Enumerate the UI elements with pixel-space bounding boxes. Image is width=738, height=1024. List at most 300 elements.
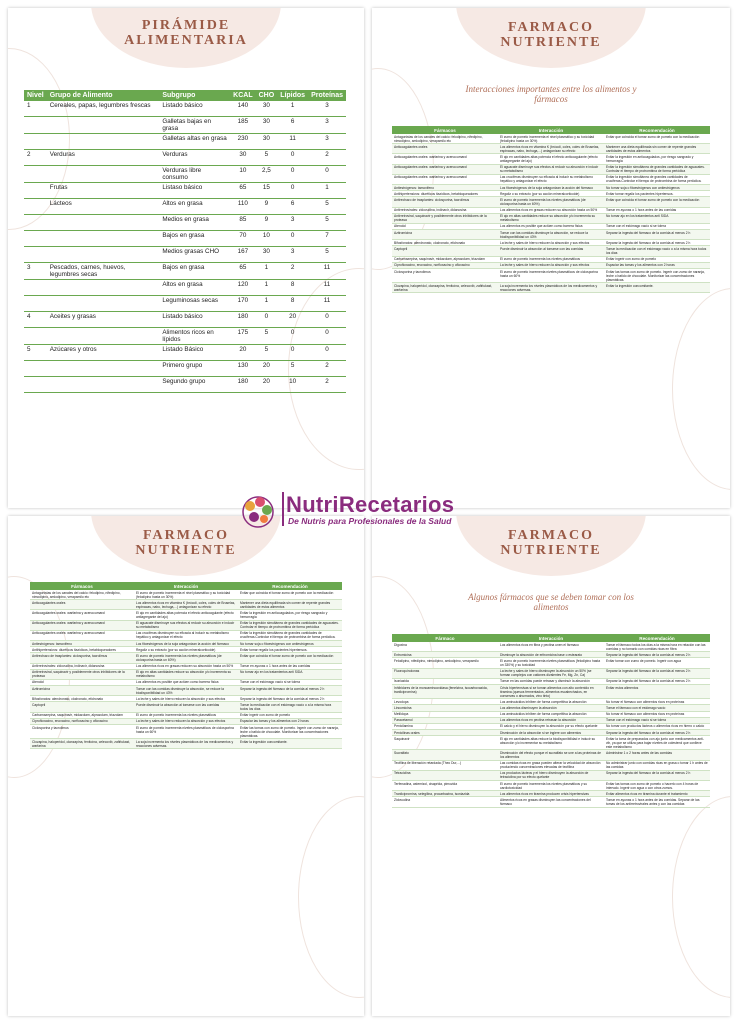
table-cell [24,280,47,296]
table-cell: Las crucíferas disminuyen su eficacia al inducir su metabolismo hepático y antagonizar el efecto [134,630,238,640]
table-cell: Antirretroviral, saquinavir y posiblemente otros inhibidores de la proteasa [30,669,134,679]
table-cell: 0 [277,231,308,247]
table-cell: Medios grasas CHO [159,247,230,263]
table-cell: Los fitoestrógenos de la soja antagonizan la acción del fármaco [498,184,604,190]
table-cell: Los alimentos ricos en tiramina producen crisis hipertensivas [498,791,604,797]
table-cell: Alimentos ricos en grasas disminuyen las concentraciones del fármaco [498,797,604,807]
table-cell: 30 [230,150,255,166]
column-header: Nivel [24,90,47,101]
table-cell: Atenolol [30,679,134,685]
table-row [392,230,710,240]
table-cell: Los alimentos ricos en fibra y pectina unen el fármaco [498,642,604,652]
table-cell: Separar la ingesta del fármaco de la comida al menos 2 h [604,240,710,246]
table-cell: Listaso básico [159,183,230,199]
table-cell: Evitar que coincida el tomar zumo de pomelo con la medicación [238,653,342,663]
table-cell: 30 [256,117,278,134]
table-cell: 185 [230,117,255,134]
table-cell: El zumo de pomelo incrementa el nivel plasmático y su toxicidad (felodipino hasta un 30%) [134,590,238,600]
table-cell [24,183,47,199]
table-row [30,702,342,712]
table-cell: 0 [308,345,346,361]
table-cell: 167 [230,247,255,263]
table-cell [47,247,160,263]
table-cell: 180 [230,377,255,393]
table-cell: Evitar tomar con zumo de pomelo. Ingerir con agua [604,658,710,668]
table-row [30,686,342,696]
table-row [30,669,342,679]
table-cell: Espaciar las tomas y los alimentos con 2 horas [238,718,342,724]
table-cell: Tomar en ayunas o 1 hora antes de las comidas [238,663,342,669]
table-cell: El calcio y el hierro disminuyen la absorción por su efecto quelante [498,723,604,729]
table-row [392,283,710,293]
table-cell: Tomar en ayunas o 1 hora antes de las comidas [604,207,710,213]
table-cell: Antagonistas de los canales del calcio: felodipino, nifedipino, nimodipino, amlodipino, verapamilo etc [30,590,134,600]
table-cell: 1 [256,296,278,312]
table-cell: 2,5 [256,166,278,183]
table-cell: Los alimentos disminuyen la absorción [498,705,604,711]
table-cell: Evitar que coincida el tomar zumo de pomelo con la medicación [238,590,342,600]
table-row [30,739,342,749]
table-cell: El zumo de pomelo incrementa niveles plasmáticos de ciclosporina hasta un 60% [134,725,238,739]
table-cell: No tomar el fármaco con alimentos ricos en proteínas [604,699,710,705]
table-cell: 170 [230,296,255,312]
table-cell: 9 [256,215,278,231]
page-subtitle: Interacciones importantes entre los alimentos y fármacos [465,84,637,104]
table-row [24,328,346,345]
table-row [24,183,346,199]
table-cell [47,166,160,183]
table-cell: Las comidas ricas en grasa pueden alterar la velocidad de absorción produciendo concentraciones elevadas de teofilina [498,760,604,770]
table-cell: 11 [277,134,308,150]
table-row [30,590,342,600]
column-header: KCAL [230,90,255,101]
table-cell: 10 [256,231,278,247]
table-cell: 5 [277,361,308,377]
table-row [392,213,710,223]
table-cell [47,231,160,247]
table-cell: Los alimentos ricos en grasas reducen su absorción hasta un 50% [498,207,604,213]
table-cell: 9 [256,199,278,215]
table-cell: Anticoagulantes orales [392,144,498,154]
table-cell: Lácteos [47,199,160,215]
table-cell [24,134,47,150]
page-title: FARMACO NUTRIENTE [500,528,602,558]
table-cell: Evitar las tomas con zumo de pomelo. Ingerir con zumo de naranja, leche o batido de chocolate. Monitorizar las concentraciones plasmáticas. [238,725,342,739]
table-cell: Listado básico [159,312,230,328]
table-cell: Azitromicina [30,686,134,696]
table-cell: 110 [230,199,255,215]
table-cell: Verduras [47,150,160,166]
table-cell: Los productos lácteos y el hierro disminuyen la absorción de tetraciclina por su efecto quelante [498,770,604,780]
table-row [24,215,346,231]
decor-line [672,796,730,998]
table-cell: Los alimentos es posible que actúen como barrera física [134,679,238,685]
table-cell: Las crucíferas disminuyen su eficacia al inducir su metabolismo hepático y antagonizar el efecto [498,174,604,184]
table-cell: Tomar con el estómago vacío si se tolera [238,679,342,685]
table-cell: 11 [308,263,346,280]
table-cell: 7 [308,231,346,247]
table-cell: El zumo de pomelo incrementa el nivel plasmático y su toxicidad (felodipino hasta un 30%) [498,134,604,144]
table-cell [47,280,160,296]
table-cell: 0 [308,328,346,345]
table-cell: Antirretrovirales: zidovudina, indinavir, didanosina [392,207,498,213]
table-cell: Anticoagulantes orales: warfarina y acenocumarol [30,610,134,620]
table-cell: El zumo de pomelo incrementa niveles plasmáticos (felodipino hasta un 330%) y su toxicidad [498,658,604,668]
table-cell: Azitromicina [392,230,498,240]
table-cell: Bajos en grasa [159,231,230,247]
table-cell: Fluoroquinolonas [392,668,498,678]
table-cell: Evitar la ingestión simultánea de grandes cantidades de crucíferas.Controlar el tiempo de protrombina de forma periódica. [604,174,710,184]
table-cell: 3 [308,101,346,117]
table-cell: La leche y sales de hierro reducen la absorción y sus efectos [498,240,604,246]
table-cell: Disminuye la absorción de eritromicina base o estearato [498,652,604,658]
table-cell: Verduras libre consumo [159,166,230,183]
table-cell [47,117,160,134]
table-cell: Anticoagulantes orales: warfarina y acenocumarol [392,164,498,174]
table-cell: Separar la ingesta del fármaco de la comida al menos 2 h [604,730,710,736]
table-cell: Regaliz o su extracto (por su acción mineralcorticoide) [498,191,604,197]
column-header: Grupo de Alimento [47,90,160,101]
table-cell: 20 [256,377,278,393]
table-cell [24,231,47,247]
table-cell [24,328,47,345]
food-pyramid-table [24,90,346,393]
table-cell: La leche y sales de hierro reducen la absorción y sus efectos [498,262,604,268]
table-cell: Los alimentos ricos en pectina retrasan la absorción [498,717,604,723]
table-row [24,101,346,117]
table-cell: Altos en grasa [159,199,230,215]
table-cell: Clozapina, haloperidol, olanzapina, fenitoína, celecoxib, zafirlukast, warfarina [30,739,134,749]
column-header: Recomendación [238,582,342,590]
table-cell: Levodopa [392,699,498,705]
table-cell: 10 [277,377,308,393]
table-cell: 3 [277,215,308,231]
table-cell: Metildopa [392,711,498,717]
table-row [392,684,710,698]
table-cell: Pescados, carnes, huevos, legumbres secas [47,263,160,280]
table-cell: 30 [256,134,278,150]
table-cell: Bifosfonatos: alendronato, clodronato, etidronato [30,696,134,702]
column-header: Fármacos [392,126,498,134]
table-cell: El zumo de pomelo incrementa los niveles plasmáticos y su cardiotoxicidad [498,781,604,791]
table-cell: Antirechazo de trasplantes: ciclosporina, tacrolimus [392,197,498,207]
table-cell: Penicilinas orales [392,730,498,736]
table-cell [47,361,160,377]
table-row [24,166,346,183]
table-cell: 2 [277,263,308,280]
table-cell [24,377,47,393]
table-cell: Bifosfonatos: alendronato, clodronato, etidronato [392,240,498,246]
table-cell: Antiestrógenos: tamoxifeno [30,640,134,646]
table-cell: El zumo de pomelo incrementa niveles plasmáticos de ciclosporina hasta un 60% [498,269,604,283]
table-cell: 140 [230,101,255,117]
table-cell: No tomar ajo en los tratamientos anti SIDA [238,669,342,679]
table-row [392,781,710,791]
table-cell: Tomar con las comidas disminuye la absorción, se reduce la biodisponibilidad un 43% [498,230,604,240]
table-row [24,345,346,361]
table-cell: 70 [230,231,255,247]
table-row [24,296,346,312]
page-piramide-alimentaria [8,8,364,508]
table-cell: 175 [230,328,255,345]
table-cell: El ajo en altas cantidades reduce su absorción y/o incrementa su metabolismo [134,669,238,679]
table-cell: El aguacate disminuye sus efectos al reducir su absorción e inducir su metabolismo [498,164,604,174]
table-cell: La soja incrementa los niveles plasmáticos de los medicamentos y reacciones adversas. [134,739,238,749]
table-cell: 8 [277,280,308,296]
table-row [392,197,710,207]
table-cell: Antiestrógenos: tamoxifeno [392,184,498,190]
column-header: Recomendación [604,126,710,134]
table-cell: 30 [256,101,278,117]
table-cell: 2 [308,150,346,166]
table-row [392,164,710,174]
table-cell: 3 [308,117,346,134]
table-cell: Evitar la ingestión simultánea de grandes cantidades de crucíferas.Controlar el tiempo de protrombina de forma periódica. [238,630,342,640]
table-cell: Zidovudina [392,797,498,807]
table-row [392,246,710,256]
table-cell: Evitar las tomas con zumo de pomelo o hacerlo con 4 horas de intervalo. Ingerir con agua o con otros zumos. [604,781,710,791]
table-cell: Tomar en ayunas o 1 hora antes de las comidas. Separar de las tomas de los antirretrovirales antes y con las comidas [604,797,710,807]
table-cell: 4 [24,312,47,328]
table-cell: Verduras [159,150,230,166]
table-cell: 5 [308,247,346,263]
table-cell: Felodipino, nifedipino, nimodipino, amlodipino, verapamilo [392,658,498,668]
table-cell: Antagonistas de los canales del calcio: felodipino, nifedipino, nimodipino, amlodipino, verapamilo etc [392,134,498,144]
table-cell: La soja incrementa los niveles plasmáticos de los medicamentos y reacciones adversas. [498,283,604,293]
table-cell: 20 [230,345,255,361]
table-cell: Anticoagulantes orales: warfarina y acenocumarol [30,630,134,640]
table-cell: El zumo de pomelo incrementa los niveles plasmáticos (de ciclosporina hasta un 60%) [134,653,238,663]
table-cell: Lincomicina [392,705,498,711]
page-farmaco-nutriente-1 [372,8,730,508]
table-row [30,725,342,739]
table-cell: Espaciar las tomas y los alimentos con 2 horas [604,262,710,268]
table-cell: Los alimentos ricos en vitamina K (brócoli, coles, coles de Bruselas, espinacas, nabo, lechuga,...) antagonizan su efecto [134,600,238,610]
column-header: Interacción [498,126,604,134]
table-cell: Atenolol [392,223,498,229]
logo-divider [282,492,284,526]
table-cell: Altos en grasa [159,280,230,296]
table-cell [47,328,160,345]
table-cell: Anticoagulantes orales: warfarina y acenocumarol [392,154,498,164]
table-cell: 0 [277,150,308,166]
table-cell: 3 [277,247,308,263]
table-cell [47,215,160,231]
table-cell: Los fitoestrógenos de la soja antagonizan la acción del fármaco [134,640,238,646]
table-cell: Los alimentos ricos en vitamina K (brócoli, coles, coles de Bruselas, espinacas, nabo, lechuga,...) antagonizan su efecto [498,144,604,154]
table-cell: Ciclosporina y tacrolimus [392,269,498,283]
column-header: Recomendación [604,634,710,642]
table-cell: 1 [308,183,346,199]
table-cell: Anticoagulantes orales [30,600,134,610]
table-cell: Ciclosporina y tacrolimus [30,725,134,739]
table-row [392,658,710,668]
table-cell: Evitar que coincida el tomar zumo de pomelo con la medicación [604,197,710,207]
table-cell: La leche y sales de hierro reducen la absorción y sus efectos [134,696,238,702]
table-cell: No tomar con productos lácteos o alimentos ricos en hierro o calcio [604,723,710,729]
table-cell: Tomar con las comidas disminuye la absorción, se reduce la biodisponibilidad un 43% [134,686,238,696]
table-cell: 5 [256,328,278,345]
table-cell: 2 [308,361,346,377]
table-cell: 11 [308,280,346,296]
table-cell [47,134,160,150]
table-cell: Evitar las tomas con zumo de pomelo. Ingerir con zumo de naranja, leche o batido de chocolate. Monitorizar las concentraciones plasmáticas. [604,269,710,283]
table-cell: Digoxina [392,642,498,652]
table-cell: 6 [277,199,308,215]
table-cell: 20 [277,312,308,328]
table-cell: 5 [256,150,278,166]
table-cell: Saquinavir [392,736,498,750]
table-row [392,736,710,750]
table-cell: Ciprofloxacino, enoxacino, norfloxacino y ofloxacino [392,262,498,268]
table-cell: 3 [308,134,346,150]
table-row [30,600,342,610]
table-cell: 0 [308,166,346,183]
table-cell: 0 [277,345,308,361]
table-cell: Separar la ingesta del fármaco de la comida al menos 2 h [604,678,710,684]
column-header: Fármacos [30,582,134,590]
drug-interaction-table [392,126,710,293]
drug-interaction-table [30,582,342,749]
table-cell: Separar la ingesta del fármaco de la comida al menos 2 h [604,668,710,678]
table-cell: 1 [256,263,278,280]
decor-line [672,288,730,490]
table-cell: No tomar el fármaco con alimentos ricos en proteínas [604,711,710,717]
column-header: Interacción [134,582,238,590]
table-cell: Aceites y grasas [47,312,160,328]
table-row [392,668,710,678]
table-cell: Crisis hipertensivas si se toman alimentos con alto contenido en tiramina (quesos fermentados, alimentos escabechados, en conservas o ahumados, vino tinto) [498,684,604,698]
table-cell: Penicilamina [392,723,498,729]
table-cell: Evitar la ingestión concomitante. [604,283,710,293]
table-cell: Los alimentos es posible que actúen como barrera física [498,223,604,229]
table-cell: Evitar la toma de preparados con ajo junto con medicamentos anti-vih, ya que se utiliza para bajar niveles de colesterol que conlleve este metabolismo [604,736,710,750]
page-subtitle: Algunos fármacos que se deben tomar con los alimentos [468,592,634,612]
table-row [392,642,710,652]
table-cell: Evitar la ingestión en anticoagulados, por riesgo sangrado y hemorragia [604,154,710,164]
table-row [392,174,710,184]
table-cell: Tranilcipromina, selegilina, procarbazina, isoniazida [392,791,498,797]
table-cell: Mantener una dieta equilibrada sin comer de repente grandes cantidades de estos alimentos [238,600,342,610]
drugs-with-food-table [392,634,710,808]
table-cell: Tomar la medicación con el estómago vacío o a la misma hora todos los días [238,702,342,712]
table-cell: 8 [277,296,308,312]
table-cell: 0 [277,328,308,345]
column-header: Fármaco [392,634,498,642]
table-row [392,144,710,154]
table-cell: 65 [230,183,255,199]
table-row [24,231,346,247]
table-cell: 5 [256,345,278,361]
table-cell: Primero grupo [159,361,230,377]
table-cell: Medios en grasa [159,215,230,231]
table-row [24,247,346,263]
table-cell: Puede disminuir la absorción al tomarse con las comidas [134,702,238,712]
table-cell: Los aminoácidos inhiben de forma competitiva la absorción [498,711,604,717]
table-cell [24,166,47,183]
table-cell: Evitar ingerir con zumo de pomelo [238,712,342,718]
table-cell: 11 [308,296,346,312]
table-cell: Disminución del efecto porque el sucralfato se une a las proteínas de los alimentos [498,750,604,760]
table-cell: Anticoagulantes orales: warfarina y acenocumarol [30,620,134,630]
table-cell: Tomar en las comidas puede retrasar y disminuir la absorción [498,678,604,684]
table-cell: Puede disminuir la absorción al tomarse con las comidas [498,246,604,256]
table-cell: Separar la ingesta del fármaco de la comida al menos 2 h [604,652,710,658]
brand-logo [236,488,506,532]
table-cell [24,117,47,134]
table-cell: 1 [277,101,308,117]
table-cell: Evitar la ingestión simultánea de grandes cantidades de aguacates. Controlar el tiempo de protrombina de forma periódica [604,164,710,174]
table-row [30,653,342,663]
table-row [24,117,346,134]
table-cell: Evitar alimentos ricos en tiramina durante el tratamiento [604,791,710,797]
table-cell: Antirechazo de trasplantes: ciclosporina, tacrolimus [30,653,134,663]
table-cell: Tomar el fármaco con el estómago vacío [604,705,710,711]
table-cell: Evitar ingerir con zumo de pomelo [604,256,710,262]
table-cell: 15 [256,183,278,199]
table-cell: Tomar la medicación con el estómago vacío o a la misma hora todos los días [604,246,710,256]
table-cell: Terfenadina, astemizol, cisaprida, pimozida [392,781,498,791]
table-row [392,134,710,144]
table-row [24,377,346,393]
table-cell: No tomar soja o fitoestrógenos con antiestrógenos [238,640,342,646]
page-title: FARMACO NUTRIENTE [500,20,602,50]
table-cell: El ajo en cantidades altas potencia el efecto anticoagulante (efecto antiagregante del ajo) [134,610,238,620]
table-cell: 230 [230,134,255,150]
table-row [392,750,710,760]
table-cell [47,377,160,393]
table-cell: El zumo de pomelo incrementa los niveles plasmáticos (de ciclosporina hasta un 60%) [498,197,604,207]
table-cell: Mantener una dieta equilibrada sin comer de repente grandes cantidades de estos alimentos [604,144,710,154]
page-title: PIRÁMIDE ALIMENTARIA [124,18,248,48]
table-cell: 20 [256,361,278,377]
table-cell: Entromicina [392,652,498,658]
table-cell: Alimentos ricos en lípidos [159,328,230,345]
column-header: CHO [256,90,278,101]
table-cell: 5 [24,345,47,361]
column-header: Proteínas [308,90,346,101]
decor-line [298,796,364,998]
table-row [24,312,346,328]
table-row [392,154,710,164]
table-cell: 3 [24,263,47,280]
table-cell: 10 [230,166,255,183]
table-cell: Evitar la ingestión concomitante. [238,739,342,749]
table-cell: 65 [230,263,255,280]
table-cell [24,296,47,312]
table-cell: Listado Básico [159,345,230,361]
table-cell: La leche y sales de hierro disminuyen la absorción un 50% (se forman complejos con cationes divalentes Fe, Mg, Zn, Ca) [498,668,604,678]
table-cell: Paracetamol [392,717,498,723]
table-row [24,280,346,296]
table-cell: 1 [24,101,47,117]
table-cell: 0 [256,312,278,328]
table-cell: Evitar tomar regaliz los pacientes hipertensos. [238,647,342,653]
fruits-logo-icon [236,490,280,530]
table-cell: 0 [277,166,308,183]
table-cell: Captopril [392,246,498,256]
table-row [24,361,346,377]
table-cell: Antihipertensivos: diuréticos tiazídicos, betabloqueadores [392,191,498,197]
page-farmaco-nutriente-3 [372,516,730,1016]
table-row [30,630,342,640]
table-cell: 2 [308,377,346,393]
table-cell: 0 [308,312,346,328]
table-cell: Antirretrovirales: zidovudina, indinavir, didanosina [30,663,134,669]
table-cell [24,199,47,215]
table-cell: Tomar con el estómago vacío si se tolera [604,223,710,229]
table-cell: Separar la ingesta del fármaco de la comida al menos 2 h [238,686,342,696]
